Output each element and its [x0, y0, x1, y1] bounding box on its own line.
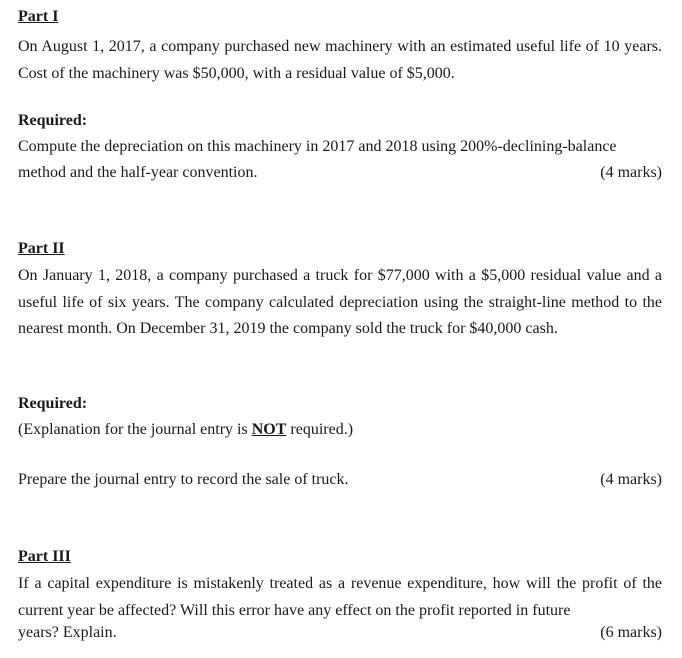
part-1-text: On August 1, 2017, a company purchased new machinery with an estimated useful life of 10 years. Cost of the machinery was $50,000, with a residual value of $5,000. [18, 38, 662, 82]
part-2-text: On January 1, 2018, a company purchased a truck for $77,000 with a $5,000 residual value and a useful life of six years. The company calculated depreciation using the straight-line method to the nearest month. On December 31, 2019 the company sold the truck for $40,000 cash. [18, 267, 662, 337]
part-2-note [18, 421, 662, 439]
part-2-heading: Part II [18, 240, 65, 257]
part-1-required-label: Required: [18, 112, 88, 129]
part-1-heading: Part I [18, 8, 59, 25]
part-3-heading: Part III [18, 548, 71, 565]
part-2-marks: (4 marks) [600, 471, 662, 488]
part-1-marks: (4 marks) [600, 164, 662, 181]
part-3-marks: (6 marks) [600, 624, 662, 641]
part-3-text: If a capital expenditure is mistakenly treated as a revenue expenditure, how will the profit of the current year be affected? Will this error have any effect on the profit reported in future [18, 575, 662, 619]
part-2-required-label: Required: [18, 395, 88, 412]
part-2-note-emphasis: NOT [251, 421, 287, 438]
part-1-required-line-2: method and the half-year convention. [18, 164, 258, 181]
part-2-note-after: required.) [286, 421, 354, 438]
part-2-note-before: (Explanation for the journal entry is [18, 421, 252, 438]
part-3-text-last: years? Explain. [18, 624, 117, 641]
part-2-task: Prepare the journal entry to record the sale of truck. [18, 471, 349, 488]
part-1-required-line-1: Compute the depreciation on this machinery in 2017 and 2018 using 200%-declining-balance [18, 138, 617, 155]
